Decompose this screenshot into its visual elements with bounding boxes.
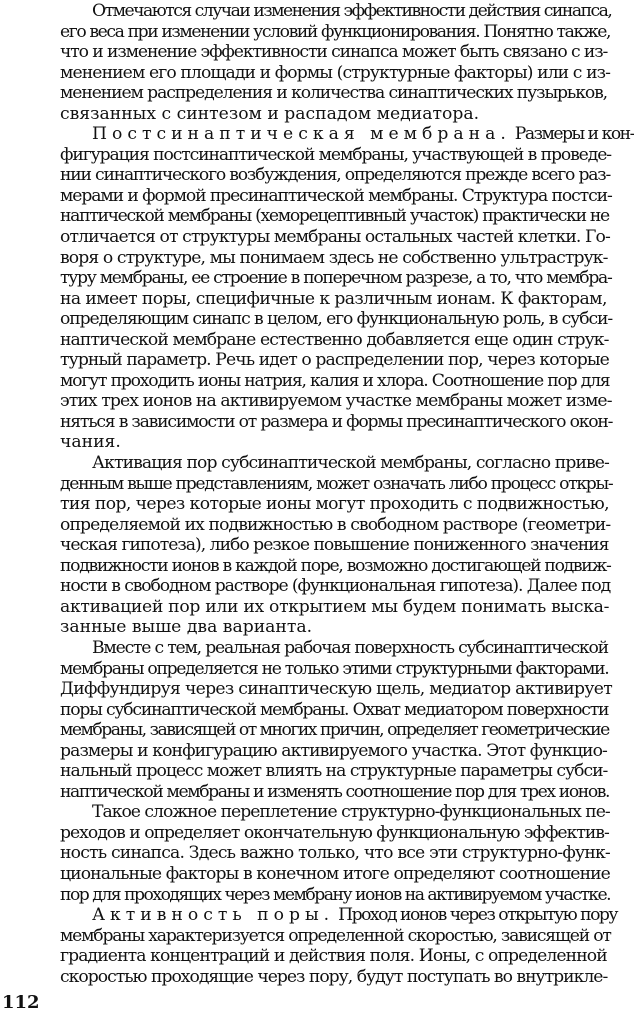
line-text: отличается от структуры мембраны остальных частей клетки. Го- — [60, 227, 610, 248]
text-line — [28, 104, 612, 125]
text-line — [28, 597, 612, 618]
text-line — [28, 268, 612, 289]
text-line — [28, 145, 612, 166]
text-line — [28, 515, 612, 536]
line-text: его веса при изменении условий функционирования. Понятно также, — [60, 21, 611, 42]
text-line — [28, 967, 612, 988]
text-line — [28, 1, 612, 22]
text-line — [28, 124, 634, 145]
line-text: ность синапса. Здесь важно только, что все эти структурно-функ- — [60, 843, 610, 864]
text-line — [28, 823, 612, 844]
line-text: что и изменение эффективности синапса может быть связано с из- — [60, 42, 608, 63]
text-line — [28, 432, 612, 453]
text-line — [28, 556, 612, 577]
line-text: этих трех ионов на активируемом участке мембраны может изме- — [60, 391, 612, 412]
text-line — [28, 864, 612, 885]
line-text: няться в зависимости от размера и формы пресинаптического окон- — [60, 411, 613, 432]
paragraph — [28, 802, 612, 905]
line-text: Активация пор субсинаптической мембраны, согласно приве- — [92, 453, 609, 474]
line-text: тия пор, через которые ионы могут проходить с подвижностью, — [60, 494, 609, 515]
line-text: пор для проходящих через мембрану ионов на активируемом участке. — [60, 884, 611, 905]
text-line — [28, 700, 612, 721]
text-line — [28, 946, 612, 967]
line-text: градиента концентраций и действия поля. Ионы, с определенной — [60, 946, 607, 967]
text-line — [28, 83, 612, 104]
paragraph — [28, 453, 612, 638]
line-text: занные выше два варианта. — [60, 617, 313, 638]
line-text: определяющим синапс в целом, его функциональную роль, в субси- — [60, 309, 613, 330]
line-text: Такое сложное переплетение структурно-функциональных пе- — [92, 802, 610, 823]
line-text: активацией пор или их открытием мы будем понимать выска- — [60, 596, 610, 617]
line-text: наптической мембраны (хеморецептивный участок) практически не — [60, 206, 609, 227]
text-line — [28, 371, 612, 392]
text-line — [28, 535, 612, 556]
text-line — [28, 720, 612, 741]
body-text — [28, 1, 634, 987]
line-text: связанных с синтезом и распадом медиатора. — [60, 103, 480, 124]
line-text: могут проходить ионы натрия, калия и хлора. Соотношение пор для — [60, 370, 610, 391]
section-heading: Постсинаптическая мембрана. — [92, 124, 511, 145]
text-line — [28, 802, 612, 823]
text-line — [28, 453, 612, 474]
line-text: нии синаптического возбуждения, определяются прежде всего раз- — [60, 165, 611, 186]
paragraph — [28, 638, 612, 802]
line-text: поры субсинаптической мембраны. Охват медиатором поверхности — [60, 699, 609, 720]
line-text: циональные факторы в конечном итоге определяют соотношение — [60, 863, 610, 884]
paragraph — [28, 124, 634, 453]
text-line — [28, 617, 612, 638]
line-text: ческая гипотеза), либо резкое повышение пониженного значения — [60, 535, 609, 556]
section-heading: Активность поры. — [92, 905, 335, 926]
line-text: нальный процесс может влиять на структурные параметры субси- — [60, 761, 608, 782]
text-line — [28, 63, 612, 84]
text-line — [28, 494, 612, 515]
line-text: денным выше представлениям, может означать либо процесс откры- — [60, 473, 613, 494]
line-text: Отмечаются случаи изменения эффективности действия синапса, — [92, 1, 612, 21]
line-text: мембраны определяется не только этими структурными факторами. — [60, 658, 609, 679]
text-line — [28, 576, 612, 597]
text-line — [28, 638, 612, 659]
paragraph — [28, 1, 612, 124]
text-line — [28, 782, 612, 803]
text-line — [28, 186, 612, 207]
text-line — [28, 165, 612, 186]
line-text: размеры и конфигурацию активируемого участка. Этот функцио- — [60, 740, 607, 761]
line-text: воря о структуре, мы понимаем здесь не собственно ультраструк- — [60, 247, 608, 268]
line-text: чания. — [60, 432, 121, 453]
line-text: наптической мембране естественно добавляется еще один струк- — [60, 329, 609, 350]
line-text: реходов и определяет окончательную функциональную эффектив- — [60, 822, 609, 843]
line-text: мембраны, зависящей от многих причин, определяет геометрические — [60, 720, 609, 741]
line-text: турный параметр. Речь идет о распределении пор, через которые — [60, 350, 609, 371]
text-line — [28, 206, 612, 227]
page-number: 112 — [2, 992, 40, 1013]
text-line — [28, 248, 612, 269]
text-line — [28, 289, 612, 310]
line-text: мерами и формой пресинаптической мембраны. Структура постси- — [60, 185, 612, 206]
text-line — [28, 42, 612, 63]
line-text: туру мембраны, ее строение в поперечном разрезе, а то, что мембра- — [60, 268, 612, 289]
text-line — [28, 843, 612, 864]
line-text: на имеет поры, специфичные к различным ионам. К факторам, — [60, 288, 607, 309]
text-line — [28, 227, 612, 248]
text-line — [28, 885, 612, 906]
text-line — [28, 905, 618, 926]
text-line — [28, 412, 612, 433]
text-line — [28, 474, 612, 495]
text-line — [28, 761, 612, 782]
line-text: наптической мембраны и изменять соотношение пор для трех ионов. — [60, 781, 610, 802]
text-line — [28, 350, 612, 371]
text-line — [28, 330, 612, 351]
text-line — [28, 741, 612, 762]
line-text: Размеры и кон- — [514, 124, 634, 145]
text-line — [28, 309, 612, 330]
line-text: мембраны характеризуется определенной скоростью, зависящей от — [60, 925, 611, 946]
line-text: скоростью проходящие через пору, будут поступать во внутрикле- — [60, 966, 608, 987]
line-text: Вместе с тем, реальная рабочая поверхность субсинаптической — [92, 637, 608, 658]
paragraph — [28, 905, 618, 987]
line-text: Диффундируя через синаптическую щель, медиатор активирует — [60, 679, 613, 700]
text-line — [28, 679, 612, 700]
line-text: менением его площади и формы (структурные факторы) или с из- — [60, 62, 611, 83]
line-text: фигурация постсинаптической мембраны, участвующей в проведе- — [60, 144, 612, 165]
line-text: Проход ионов через открытую пору — [338, 905, 618, 926]
line-text: подвижности ионов в каждой поре, возможно достигающей подвиж- — [60, 555, 611, 576]
line-text: ности в свободном растворе (функциональная гипотеза). Далее под — [60, 576, 611, 597]
text-line — [28, 926, 612, 947]
line-text: менением распределения и количества синаптических пузырьков, — [60, 83, 608, 104]
text-line — [28, 391, 612, 412]
text-line — [28, 22, 612, 43]
line-text: определяемой их подвижностью в свободном растворе (геометри- — [60, 514, 611, 535]
text-line — [28, 659, 612, 680]
